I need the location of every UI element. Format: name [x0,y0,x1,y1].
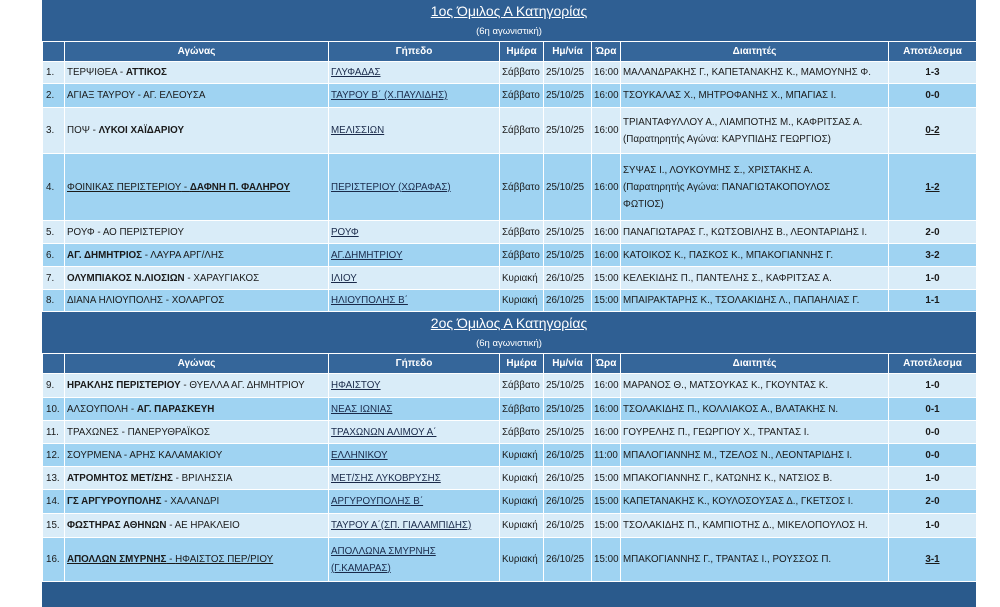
row-number: 9. [43,374,65,398]
team-separator: - [161,496,171,507]
match-cell [65,467,329,490]
referees-line: ΚΕΛΕΚΙΔΗΣ Π., ΠΑΝΤΕΛΗΣ Σ., ΚΑΦΡΙΤΣΑΣ Α. [623,272,832,284]
match-day: Σάββατο [500,374,544,398]
column-header-referees: Διαιτητές [621,42,889,62]
match-time: 15:00 [592,467,621,490]
row-number: 4. [43,154,65,221]
match-result: 1-0 [925,520,940,531]
fixtures-table [42,41,976,312]
venue-link[interactable]: ΗΛΙΟΥΠΟΛΗΣ Β΄ [331,295,408,306]
referees-cell [621,490,889,514]
home-team: ΠΟΨ [67,125,90,136]
match-teams [67,520,240,531]
result-cell [889,374,977,398]
row-number: 11. [43,421,65,444]
match-result: 1-3 [925,67,940,78]
away-team: ΛΑΥΡΑ ΑΡΓ/ΛΗΣ [150,249,224,261]
match-time: 16:00 [592,108,621,154]
away-team: ΛΥΚΟΙ ΧΑΪΔΑΡΙΟΥ [98,125,185,136]
column-header-result: Αποτέλεσμα [889,42,977,62]
match-cell [65,244,329,267]
result-cell [889,467,977,490]
match-result: 1-0 [925,472,940,484]
referees-line: ΠΑΝΑΓΙΩΤΑΡΑΣ Γ., ΚΩΤΣΟΒΙΛΗΣ Β., ΛΕΟΝΤΑΡΙΔΗΣ Ι. [623,226,868,238]
referees-line: ΤΡΙΑΝΤΑΦΥΛΛΟΥ Α., ΛΙΑΜΠΟΤΗΣ Μ., ΚΑΦΡΙΤΣΑΣ Α. [623,116,863,128]
match-day: Σάββατο [500,154,544,221]
venue-link[interactable]: ΑΡΓΥΡΟΥΠΟΛΗΣ Β΄ [331,496,424,507]
row-number: 6. [43,244,65,267]
match-day: Κυριακή [500,444,544,467]
table-row [43,62,977,84]
match-date: 25/10/25 [544,421,592,444]
match-date: 26/10/25 [544,267,592,290]
match-teams [67,380,305,391]
away-team: ΧΟΛΑΡΓΟΣ [171,295,225,306]
match-result[interactable]: 0-2 [925,125,940,136]
match-day: Κυριακή [500,290,544,312]
match-time: 16:00 [592,84,621,108]
result-cell [889,221,977,244]
referees-cell [621,290,889,312]
table-row [43,444,977,467]
referees-cell [621,108,889,154]
venue-cell[interactable] [329,538,500,582]
referees-cell [621,62,889,84]
referees-line: ΤΣΟΛΑΚΙΔΗΣ Π., ΚΑΜΠΙΟΤΗΣ Δ., ΜΙΚΕΛΟΠΟΥΛΟΣ Η. [623,520,868,531]
venue-link[interactable]: ΑΓ.ΔΗΜΗΤΡΙΟΥ [331,249,403,261]
match-teams [67,473,232,484]
home-team: ΟΛΥΜΠΙΑΚΟΣ Ν.ΛΙΟΣΙΩΝ [67,272,185,284]
match-cell [65,490,329,514]
match-teams [67,90,205,101]
venue-cell[interactable] [329,421,500,444]
match-teams[interactable] [67,554,273,565]
away-team: ΠΑΝΕΡΥΘΡΑΪΚΟΣ [127,426,210,438]
match-time: 16:00 [592,62,621,84]
column-header-day: Ημέρα [500,354,544,374]
referees-line: ΜΠΑΚΟΓΙΑΝΝΗΣ Γ., ΤΡΑΝΤΑΣ Ι., ΡΟΥΣΣΟΣ Π. [623,554,832,565]
column-header-referees: Διαιτητές [621,354,889,374]
row-number: 1. [43,62,65,84]
result-cell [889,62,977,84]
home-team: ΦΩΣΤΗΡΑΣ ΑΘΗΝΩΝ [67,520,167,531]
table-row [43,108,977,154]
home-team: ΤΡΑΧΩΝΕΣ [67,426,119,438]
match-time: 16:00 [592,374,621,398]
result-cell [889,267,977,290]
match-date: 26/10/25 [544,444,592,467]
away-team: ΑΓ. ΠΑΡΑΣΚΕΥΗ [136,403,215,415]
venue-cell[interactable] [329,221,500,244]
match-cell[interactable] [65,538,329,582]
team-separator: - [166,554,176,565]
row-number: 5. [43,221,65,244]
away-team: ΑΕ ΗΡΑΚΛΕΙΟ [174,520,240,531]
venue-cell[interactable] [329,84,500,108]
match-day: Κυριακή [500,490,544,514]
home-team: ΑΛΣΟΥΠΟΛΗ [67,403,129,415]
table-row [43,398,977,421]
table-row [43,290,977,312]
venue-cell[interactable] [329,62,500,84]
table-row [43,490,977,514]
referees-cell [621,374,889,398]
table-row [43,538,977,582]
referees-line: (Παρατηρητής Αγώνα: ΠΑΝΑΓΙΩΤΑΚΟΠΟΥΛΟΣ [623,181,831,193]
match-time: 16:00 [592,154,621,221]
match-result: 3-2 [925,249,940,261]
row-number: 7. [43,267,65,290]
referees-line: ΜΑΡΑΝΟΣ Θ., ΜΑΤΣΟΥΚΑΣ Κ., ΓΚΟΥΝΤΑΣ Κ. [623,380,829,391]
team-separator: - [172,472,182,484]
team-separator: - [89,125,99,136]
match-day: Κυριακή [500,538,544,582]
result-cell [889,244,977,267]
match-result: 2-0 [925,496,940,507]
match-date: 26/10/25 [544,490,592,514]
result-cell [889,290,977,312]
venue-link[interactable]: ΙΛΙΟΥ [331,272,357,284]
match-day: Σάββατο [500,244,544,267]
team-separator: - [134,90,144,101]
match-day: Σάββατο [500,398,544,421]
match-teams [67,273,259,284]
away-team: ΑΓ. ΕΛΕΟΥΣΑ [143,90,206,101]
referees-cell [621,538,889,582]
venue-cell[interactable] [329,108,500,154]
matchday-label: (6η αγωνιστική) [476,338,542,349]
match-date: 26/10/25 [544,290,592,312]
venue-link[interactable]: ΝΕΑΣ ΙΩΝΙΑΣ [331,403,393,415]
column-header-index [43,354,65,374]
referees-line: ΚΑΠΕΤΑΝΑΚΗΣ Κ., ΚΟΥΛΟΣΟΥΣΑΣ Δ., ΓΚΕΤΣΟΣ Ι. [623,496,854,507]
match-date: 26/10/25 [544,538,592,582]
referees-line: ΤΣΟΛΑΚΙΔΗΣ Π., ΚΟΛΛΙΑΚΟΣ Α., ΒΛΑΤΑΚΗΣ Ν. [623,403,839,415]
row-number: 2. [43,84,65,108]
venue-link[interactable]: ΠΕΡΙΣΤΕΡΙΟΥ (ΧΩΡΑΦΑΣ) [331,181,451,193]
match-teams [67,295,224,306]
venue-cell[interactable] [329,290,500,312]
match-teams [67,250,224,261]
match-cell [65,398,329,421]
table-row [43,84,977,108]
venue-link[interactable]: ΜΕΛΙΣΣΙΩΝ [331,125,385,136]
result-cell [889,444,977,467]
match-day: Κυριακή [500,267,544,290]
column-header-result: Αποτέλεσμα [889,354,977,374]
match-time: 15:00 [592,267,621,290]
match-date: 25/10/25 [544,244,592,267]
match-day: Σάββατο [500,108,544,154]
match-result: 1-0 [925,380,940,391]
group-header [42,0,976,41]
away-team: ΒΡΙΛΗΣΣΙΑ [181,472,233,484]
column-header-venue: Γήπεδο [329,42,500,62]
fixtures-panel [42,0,976,607]
match-teams [67,496,219,507]
match-cell [65,62,329,84]
home-team: ΗΡΑΚΛΗΣ ΠΕΡΙΣΤΕΡΙΟΥ [67,380,181,391]
referees-line: ΤΣΟΥΚΑΛΑΣ Χ., ΜΗΤΡΟΦΑΝΗΣ Χ., ΜΠΑΓΙΑΣ Ι. [623,90,837,101]
referees-line: ΜΠΑΛΟΓΙΑΝΝΗΣ Μ., ΤΖΕΛΟΣ Ν., ΛΕΟΝΤΑΡΙΔΗΣ Ι. [623,449,853,461]
column-header-date: Ημ/νία [544,354,592,374]
column-header-match: Αγώνας [65,354,329,374]
venue-link[interactable]: ΗΦΑΙΣΤΟΥ [331,380,381,391]
match-result: 0-0 [925,449,940,461]
referees-cell [621,84,889,108]
match-result[interactable]: 3-1 [925,554,940,565]
group-title-link[interactable]: 2ος Όμιλος Α Κατηγορίας [430,315,588,331]
match-day: Σάββατο [500,84,544,108]
fixtures-table [42,353,976,582]
venue-link[interactable]: ΓΛΥΦΑΔΑΣ [331,67,381,78]
venue-link[interactable]: (Γ.ΚΑΜΑΡΑΣ) [331,562,391,574]
table-row [43,374,977,398]
venue-cell[interactable] [329,490,500,514]
result-cell [889,84,977,108]
result-cell [889,421,977,444]
column-header-time: Ώρα [592,42,621,62]
row-number: 15. [43,514,65,538]
team-separator: - [117,67,126,78]
team-separator: - [121,449,130,461]
referees-cell [621,398,889,421]
venue-cell[interactable] [329,514,500,538]
match-day: Κυριακή [500,514,544,538]
match-day: Σάββατο [500,62,544,84]
venue-cell[interactable] [329,374,500,398]
table-header-row [43,354,977,374]
table-row [43,244,977,267]
match-date: 26/10/25 [544,467,592,490]
table-row [43,514,977,538]
column-header-day: Ημέρα [500,42,544,62]
result-cell [889,398,977,421]
match-cell [65,267,329,290]
referees-cell [621,421,889,444]
match-cell[interactable] [65,154,329,221]
column-header-match: Αγώνας [65,42,329,62]
match-teams [67,125,184,136]
result-cell[interactable] [889,154,977,221]
referees-line: ΜΑΛΑΝΔΡΑΚΗΣ Γ., ΚΑΠΕΤΑΝΑΚΗΣ Κ., ΜΑΜΟΥΝΗΣ Φ. [623,67,871,78]
team-separator: - [142,249,151,261]
match-time: 16:00 [592,221,621,244]
match-teams [67,450,222,461]
referees-line: ΚΑΤΟΙΚΟΣ Κ., ΠΑΣΚΟΣ Κ., ΜΠΑΚΟΓΙΑΝΝΗΣ Γ. [623,249,834,261]
row-number: 12. [43,444,65,467]
match-teams [67,404,214,415]
table-row [43,421,977,444]
home-team: ΑΓΙΑΞ ΤΑΥΡΟΥ [67,90,135,101]
team-separator: - [94,226,103,238]
away-team: ΗΦΑΙΣΤΟΣ ΠΕΡ/ΡΙΟΥ [175,554,274,565]
match-time: 16:00 [592,244,621,267]
match-time: 15:00 [592,538,621,582]
team-separator: - [128,403,137,415]
referees-cell [621,467,889,490]
match-teams [67,67,167,78]
match-result: 1-0 [925,272,940,284]
match-date: 25/10/25 [544,374,592,398]
referees-cell [621,514,889,538]
away-team: ΔΑΦΝΗ Π. ΦΑΛΗΡΟΥ [189,181,291,193]
match-result: 1-1 [925,295,940,306]
match-result: 0-0 [925,426,940,438]
column-header-date: Ημ/νία [544,42,592,62]
team-separator: - [181,181,190,193]
match-cell [65,108,329,154]
match-time: 15:00 [592,514,621,538]
venue-cell[interactable] [329,154,500,221]
venue-link[interactable]: ΑΠΟΛΛΩΝΑ ΣΜΥΡΝΗΣ [331,545,436,557]
away-team: ΘΥΕΛΛΑ ΑΓ. ΔΗΜΗΤΡΙΟΥ [189,380,305,391]
away-team: ΑΟ ΠΕΡΙΣΤΕΡΙΟΥ [102,226,185,238]
team-separator: - [184,272,194,284]
result-cell[interactable] [889,538,977,582]
venue-link[interactable]: ΕΛΛΗΝΙΚΟΥ [331,449,388,461]
match-date: 25/10/25 [544,398,592,421]
home-team: ΡΟΥΦ [67,226,95,238]
table-row [43,154,977,221]
referees-cell [621,154,889,221]
column-header-time: Ώρα [592,354,621,374]
referees-cell [621,444,889,467]
row-number: 8. [43,290,65,312]
match-cell [65,84,329,108]
away-team: ΧΑΡΑΥΓΙΑΚΟΣ [193,272,260,284]
home-team: ΑΠΟΛΛΩΝ ΣΜΥΡΝΗΣ [67,554,167,565]
row-number: 10. [43,398,65,421]
table-row [43,467,977,490]
venue-link[interactable]: ΡΟΥΦ [331,226,359,238]
team-separator: - [162,295,172,306]
match-day: Σάββατο [500,221,544,244]
match-teams [67,227,184,238]
team-separator: - [180,380,190,391]
page-margin [976,0,1000,607]
match-time: 16:00 [592,398,621,421]
match-teams [67,427,210,438]
match-cell [65,421,329,444]
venue-link[interactable]: ΤΑΥΡΟΥ Α΄(ΣΠ. ΓΙΑΛΑΜΠΙΔΗΣ) [331,520,472,531]
result-cell [889,514,977,538]
referees-line: ΦΩΤΙΟΣ) [623,198,664,210]
venue-link[interactable]: ΜΕΤ/ΣΗΣ ΛΥΚΟΒΡΥΣΗΣ [331,472,441,484]
result-cell[interactable] [889,108,977,154]
match-date: 25/10/25 [544,62,592,84]
match-time: 11:00 [592,444,621,467]
match-time: 16:00 [592,421,621,444]
table-header-row [43,42,977,62]
match-day: Σάββατο [500,421,544,444]
match-result: 0-0 [925,90,940,101]
venue-cell[interactable] [329,398,500,421]
match-day: Κυριακή [500,467,544,490]
venue-cell[interactable] [329,444,500,467]
home-team: ΑΓ. ΔΗΜΗΤΡΙΟΣ [67,249,143,261]
venue-cell[interactable] [329,467,500,490]
referees-cell [621,221,889,244]
venue-cell[interactable] [329,244,500,267]
match-cell [65,444,329,467]
referees-line: ΓΟΥΡΕΛΗΣ Π., ΓΕΩΡΓΙΟΥ Χ., ΤΡΑΝΤΑΣ Ι. [623,426,810,438]
venue-cell[interactable] [329,267,500,290]
row-number: 13. [43,467,65,490]
match-result: 0-1 [925,403,940,415]
match-date: 25/10/25 [544,154,592,221]
column-header-venue: Γήπεδο [329,354,500,374]
row-number: 14. [43,490,65,514]
match-date: 25/10/25 [544,221,592,244]
result-cell [889,490,977,514]
home-team: ΦΟΙΝΙΚΑΣ ΠΕΡΙΣΤΕΡΙΟΥ [67,181,182,193]
referees-line: ΣΥΨΑΣ Ι., ΛΟΥΚΟΥΜΗΣ Σ., ΧΡΙΣΤΑΚΗΣ Α. [623,164,813,176]
referees-line: (Παρατηρητής Αγώνα: ΚΑΡΥΠΙΔΗΣ ΓΕΩΡΓΙΟΣ) [623,133,831,145]
match-date: 25/10/25 [544,84,592,108]
away-team: ΑΡΗΣ ΚΑΛΑΜΑΚΙΟΥ [129,449,223,461]
table-row [43,267,977,290]
column-header-index [43,42,65,62]
home-team: ΤΕΡΨΙΘΕΑ [67,67,118,78]
home-team: ΔΙΑΝΑ ΗΛΙΟΥΠΟΛΗΣ [67,295,163,306]
table-row [43,221,977,244]
away-team: ΑΤΤΙΚΟΣ [125,67,167,78]
team-separator: - [118,426,128,438]
match-date: 26/10/25 [544,514,592,538]
match-cell [65,374,329,398]
group-title-link[interactable]: 1ος Όμιλος Α Κατηγορίας [430,3,588,19]
team-separator: - [166,520,175,531]
home-team: ΑΤΡΟΜΗΤΟΣ ΜΕΤ/ΣΗΣ [67,472,173,484]
match-time: 15:00 [592,290,621,312]
home-team: ΓΣ ΑΡΓΥΡΟΥΠΟΛΗΣ [67,496,162,507]
referees-cell [621,244,889,267]
match-cell [65,221,329,244]
referees-cell [621,267,889,290]
venue-link[interactable]: ΤΑΥΡΟΥ Β΄ (Χ.ΠΑΥΛΙΔΗΣ) [331,90,448,101]
referees-line: ΜΠΑΚΟΓΙΑΝΝΗΣ Γ., ΚΑΤΩΝΗΣ Κ., ΝΑΤΣΙΟΣ Β. [623,472,833,484]
match-date: 25/10/25 [544,108,592,154]
match-cell [65,290,329,312]
referees-line: ΜΠΑΙΡΑΚΤΑΡΗΣ Κ., ΤΣΟΛΑΚΙΔΗΣ Λ., ΠΑΠΑΗΛΙΑΣ Γ. [623,295,860,306]
match-time: 15:00 [592,490,621,514]
matchday-label: (6η αγωνιστική) [476,26,542,37]
group-header [42,312,976,353]
row-number: 3. [43,108,65,154]
match-result: 2-0 [925,226,940,238]
match-cell [65,514,329,538]
match-teams[interactable] [67,182,290,193]
row-number: 16. [43,538,65,582]
away-team: ΧΑΛΑΝΔΡΙ [170,496,220,507]
match-result[interactable]: 1-2 [925,181,940,193]
venue-link[interactable]: ΤΡΑΧΩΝΩΝ ΑΛΙΜΟΥ Α΄ [331,426,437,438]
home-team: ΣΟΥΡΜΕΝΑ [67,449,122,461]
